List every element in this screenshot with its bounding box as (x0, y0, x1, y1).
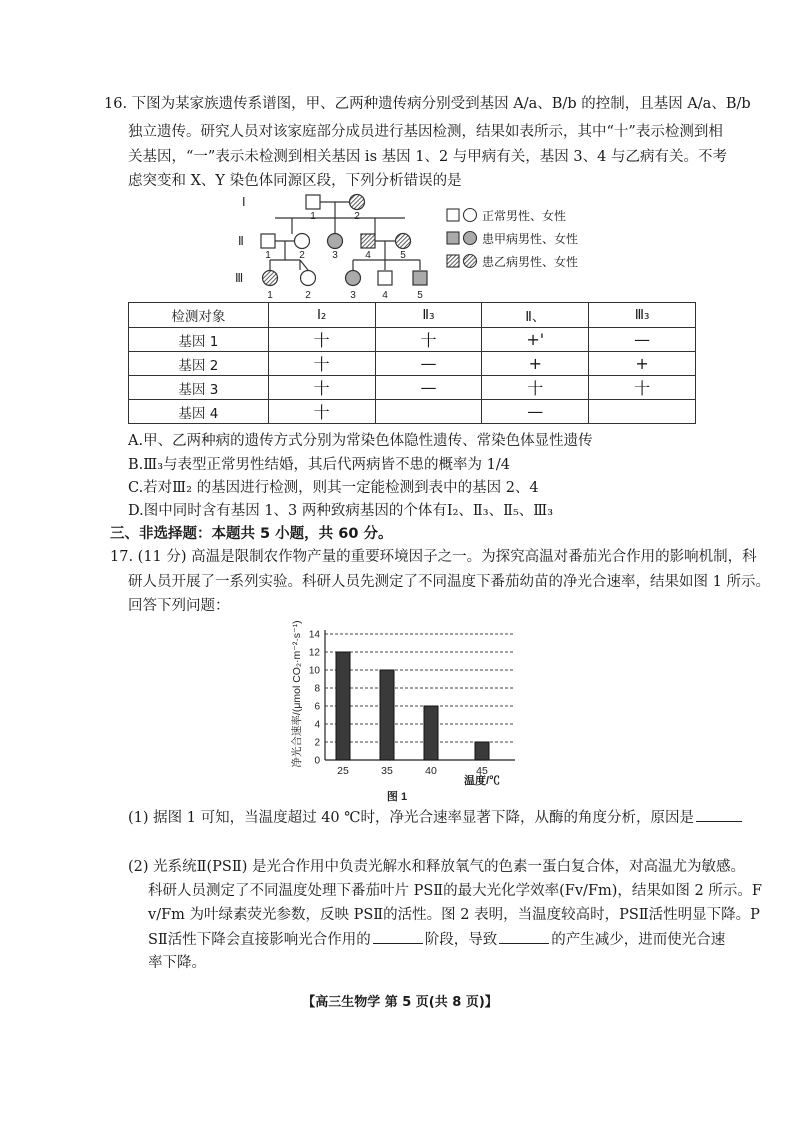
gen3-num-1: 1 (267, 290, 273, 301)
q17-line-2: 研人员开展了一系列实验。科研人员先测定了不同温度下番茄幼苗的净光合速率，结果如图 1 所示。 (128, 574, 770, 590)
y-tick-label: 4 (314, 719, 320, 731)
legend-normal-female (464, 209, 477, 222)
q17-sub2-line-4b: 阶段，导致 (424, 932, 498, 948)
q16-line-4: 虑突变和 X、Y 染色体同源区段，下列分析错误的是 (128, 173, 462, 189)
q17-sub2-line-4 (148, 929, 725, 950)
y-tick-label: 10 (308, 665, 320, 677)
section-heading: 三、非选择题：本题共 5 小题，共 60 分。 (110, 526, 393, 542)
q17-sub2-line-3: v/Fm 为叶绿素荧光参数，反映 PSⅡ的活性。图 2 表明，当温度较高时，PSⅡ活性明显下降。P (148, 907, 760, 923)
header-cell: Ⅲ₃ (589, 303, 696, 328)
header-cell: 检测对象 (129, 303, 269, 328)
row-label: 基因 1 (129, 328, 269, 352)
q17-sub2-line-1: (2) 光系统Ⅱ(PSⅡ) 是光合作用中负责光解水和释放氧气的色素一蛋白复合体，对高温尤为敏感。 (128, 859, 745, 875)
table-cell: 十 (268, 352, 375, 376)
table-cell (589, 400, 696, 424)
table-cell: 十 (375, 328, 482, 352)
answer-blank-2[interactable] (373, 929, 423, 944)
table-cell: — (482, 400, 589, 424)
gen3-num-3: 3 (350, 290, 356, 301)
legend-b-label: 患乙病男性、女性 (482, 255, 579, 269)
option-b: B.Ⅲ₃与表型正常男性结婚，其后代两病皆不患的概率为 1/4 (128, 457, 511, 473)
q17-sub1 (128, 807, 742, 828)
legend-b-male (447, 255, 459, 267)
gen3-num-5: 5 (417, 290, 423, 301)
x-axis-label: 温度/℃ (463, 775, 501, 787)
x-tick-label: 40 (425, 765, 437, 777)
table-cell: 十 (268, 376, 375, 400)
q17-line-1: 17. (11 分) 高温是限制农作物产量的重要环境因子之一。为探究高温对番茄光合作用的影响机制，科 (110, 549, 757, 565)
table-row (129, 352, 696, 376)
gen2-female-3 (328, 234, 343, 249)
bar-45 (475, 742, 489, 760)
gen-label-1: Ⅰ (242, 195, 246, 209)
bar-40 (424, 706, 438, 760)
q17-sub2-line-5: 率下降。 (148, 955, 206, 971)
gen3-male-5 (413, 271, 427, 285)
gen2-num-2: 2 (299, 250, 305, 261)
gen2-male-4 (361, 234, 375, 248)
legend-b-female (464, 255, 477, 268)
legend-a-label: 患甲病男性、女性 (482, 232, 579, 246)
table-cell: 十 (268, 400, 375, 424)
gen2-num-3: 3 (332, 250, 338, 261)
gen2-num-1: 1 (265, 250, 271, 261)
y-tick-label: 6 (314, 701, 320, 713)
option-d: D.图中同时含有基因 1、3 两种致病基因的个体有Ⅰ₂、Ⅱ₃、Ⅱ₅、Ⅲ₃ (128, 503, 554, 519)
gen1-male-1 (306, 195, 320, 209)
y-tick-label: 14 (308, 629, 320, 641)
header-cell: Ⅱ₃ (375, 303, 482, 328)
page-footer: 【高三生物学 第 5 页(共 8 页)】 (302, 995, 498, 1010)
table-cell: — (589, 328, 696, 352)
x-tick-label: 25 (337, 765, 349, 777)
gen1-num-1: 1 (310, 211, 316, 222)
q17-sub1-text: (1) 据图 1 可知，当温度超过 40 ℃时，净光合速率显著下降，从酶的角度分析，原因是 (128, 810, 694, 826)
y-tick-label: 0 (314, 755, 320, 767)
gen1-female-2 (350, 195, 365, 210)
legend-a-female (464, 232, 477, 245)
table-row (129, 376, 696, 400)
x-tick-label: 45 (476, 765, 488, 777)
gen2-female-5 (396, 234, 411, 249)
bar-35 (380, 670, 394, 760)
y-tick-label: 2 (314, 737, 320, 749)
gen-label-2: Ⅱ (238, 234, 244, 248)
gen2-male-1 (261, 234, 275, 248)
q16-line-3: 关基因，“一”表示未检测到相关基因 is 基因 1、2 与甲病有关，基因 3、4 与乙病有关。不考 (128, 149, 727, 165)
pedigree-diagram (230, 188, 690, 302)
gen3-female-1 (263, 271, 278, 286)
q17-sub2-line-2: 科研人员测定了不同温度处理下番茄叶片 PSⅡ的最大光化学效率(Fv/Fm)，结果如图 2 所示。F (148, 883, 762, 899)
table-row (129, 400, 696, 424)
gen3-female-3 (346, 271, 361, 286)
y-tick-label: 8 (314, 683, 320, 695)
gen3-num-4: 4 (382, 290, 388, 301)
option-c: C.若对Ⅲ₂ 的基因进行检测，则其一定能检测到表中的基因 2、4 (128, 480, 539, 496)
q16-line-1: 16. 下图为某家族遗传系谱图，甲、乙两种遗传病分别受到基因 A/a、B/b 的控制，且基因 A/a、B/b (104, 96, 751, 112)
table-header-row (129, 303, 696, 328)
gen-label-3: Ⅲ (235, 271, 244, 285)
answer-blank-3[interactable] (499, 929, 549, 944)
header-cell: Ⅱ、 (482, 303, 589, 328)
figure-caption: 图 1 (386, 791, 408, 803)
gen1-num-2: 2 (354, 211, 360, 222)
y-axis-label: 净光合速率/(μmol CO₂·m⁻²·s⁻¹) (291, 620, 303, 768)
legend-normal-label: 正常男性、女性 (482, 209, 567, 223)
row-label: 基因 2 (129, 352, 269, 376)
table-cell: + (589, 352, 696, 376)
table-cell (375, 400, 482, 424)
answer-blank-1[interactable] (696, 807, 742, 822)
header-cell: I₂ (268, 303, 375, 328)
gen2-num-4: 4 (365, 250, 371, 261)
option-a: A.甲、乙两种病的遗传方式分别为常染色体隐性遗传、常染色体显性遗传 (128, 433, 593, 449)
row-label: 基因 3 (129, 376, 269, 400)
gen3-num-2: 2 (305, 290, 311, 301)
q17-line-3: 回答下列问题： (128, 598, 230, 614)
gene-test-table (128, 302, 696, 424)
x-tick-label: 35 (381, 765, 393, 777)
row-label: 基因 4 (129, 400, 269, 424)
gen2-female-2 (295, 234, 310, 249)
q16-line-2: 独立遗传。研究人员对该家庭部分成员进行基因检测，结果如表所示，其中“十”表示检测到相 (128, 124, 723, 140)
legend-a-male (447, 232, 459, 244)
table-cell: — (375, 376, 482, 400)
gen2-num-5: 5 (400, 250, 406, 261)
table-cell: 十 (589, 376, 696, 400)
gen3-male-4 (378, 271, 392, 285)
gen3-female-2 (301, 271, 316, 286)
table-cell: 十 (268, 328, 375, 352)
net-photosynthesis-chart (285, 618, 525, 804)
table-cell: — (375, 352, 482, 376)
q17-sub2-line-4a: SⅡ活性下降会直接影响光合作用的 (148, 932, 371, 948)
legend-normal-male (447, 209, 459, 221)
table-cell: +' (482, 328, 589, 352)
table-row (129, 328, 696, 352)
bar-25 (336, 652, 350, 760)
y-tick-label: 12 (308, 647, 320, 659)
table-cell: 十 (482, 376, 589, 400)
q17-sub2-line-4c: 的产生减少，进而使光合速 (551, 932, 726, 948)
table-cell: + (482, 352, 589, 376)
